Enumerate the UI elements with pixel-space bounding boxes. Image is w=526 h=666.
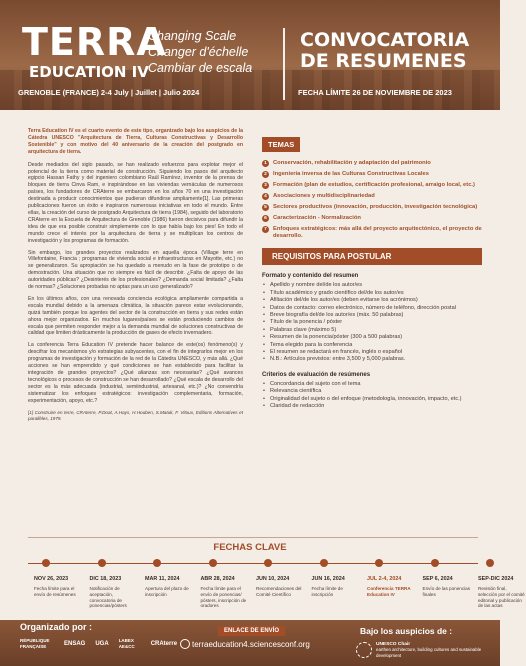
timeline-date: JUL 2-4, 2024 <box>367 576 402 582</box>
list-item: • Título académico y grado científico del/de los autor/es <box>262 290 482 297</box>
list-item: • Breve biografía del/de los autor/es (máx. 50 palabras) <box>262 312 482 319</box>
footnote: [1] Construire en terre, CRAterre, P.Doat, A.Hays, H.Houben, S.Matuk, F. Vitoux, Editions Alternatives et parallèles, 1979. <box>28 409 243 421</box>
criterios-title: Criterios de evaluación de resúmenes <box>262 371 371 378</box>
list-item: • Tema elegido para la conferencia <box>262 342 482 349</box>
list-item: • Afiliación del/de los autor/es (deben evitarse los acrónimos) <box>262 297 482 304</box>
convocatoria-line-1: CONVOCATORIA <box>300 29 470 51</box>
info-strip <box>0 84 500 104</box>
timeline-description: Fecha límite para el envío de ponencias/ pósters, inscripción de oradores <box>200 586 247 609</box>
timeline-date: ABR 28, 2024 <box>200 576 235 582</box>
timeline-date: DIC 18, 2023 <box>89 576 122 582</box>
unesco-chair-text <box>376 641 486 658</box>
convocatoria-title <box>300 30 469 72</box>
timeline-description: Revisión final, selección por el comité editorial y publicación de las actas <box>478 586 525 609</box>
list-item: • El resumen se redactará en francés, inglés o español <box>262 349 482 356</box>
formato-list <box>262 282 482 363</box>
event-location: GRENOBLE (FRANCE) 2-4 July | Juillet | Julio 2024 <box>18 88 200 97</box>
auspices-label: Bajo los auspicios de : <box>360 626 453 636</box>
list-item: • Apellido y nombre del/de los autor/es <box>262 282 482 289</box>
republique-logo: RÉPUBLIQUE FRANÇAISE <box>20 637 50 649</box>
timeline-description: Envío de las ponencias finales <box>422 586 471 597</box>
number-3-icon: 3 <box>262 182 269 189</box>
timeline-description: Fecha límite para el envío de resúmenes <box>34 586 76 597</box>
organized-by-label: Organizado por : <box>20 622 92 632</box>
unesco-title: UNESCO Chair <box>376 642 411 647</box>
timeline-date: NOV 26, 2023 <box>34 576 69 582</box>
timeline-description: Apertura del plazo de inscripción <box>145 586 189 597</box>
tagline-en: Changing Scale <box>148 29 237 43</box>
timeline-marker <box>42 559 50 567</box>
unesco-desc: earthen architecture, building cultures and sustainable development <box>376 647 482 658</box>
organizer-logos <box>20 634 187 654</box>
globe-icon <box>180 639 190 649</box>
formato-title: Formato y contenido del resumen <box>262 273 359 280</box>
list-item: • Claridad de redacción <box>262 403 482 410</box>
timeline-date: JUN 16, 2024 <box>311 576 345 582</box>
ensag-logo: ENSAG <box>64 640 86 647</box>
requirements-column <box>262 134 482 411</box>
labex-logo: LABEX AE&CC <box>118 637 135 649</box>
craterre-logo: CRAterre <box>150 640 178 647</box>
list-item: • Originalidad del sujeto o del enfoque (metodología, innovación, impacto, etc.) <box>262 396 482 403</box>
body-paragraph: La conferencia Terra Education IV pretende hacer balance de este(os) fenómeno(s) y descifrar los mecanismos y/o estrategias subyacentes, con el fin de integrarlos mejor en los programas de investigación y formación de la red de la Cátedra UNESCO, y más allá. ¿Qué acciones se han emprendido y qué condiciones se han establecido para facilitar la integración de grandes proyectos? ¿Qué alianzas son necesarias? ¿Qué avances tecnológicos o procesos de construcción se han desarrollado? ¿Qué escala de desarrollo del sector es la más adecuada (industrial, semiindustrial, artesanal, etc.)? ¿No convendría sistematizar los enfoques estratégicos: investigación complementaria, formación, experimentación, apoyo, etc.? <box>28 342 243 404</box>
timeline-date: JUN 10, 2024 <box>256 576 290 582</box>
submission-link-label: ENLACE DE ENVÍO <box>218 626 285 636</box>
scale-tagline <box>148 28 252 76</box>
list-item: • Título de la ponencia / póster <box>262 319 482 326</box>
temas-badge: TEMAS <box>262 137 300 152</box>
timeline-marker <box>153 559 161 567</box>
submission-url[interactable]: terraeducation4.sciencesconf.org <box>192 640 310 649</box>
timeline-marker <box>320 559 328 567</box>
unesco-icon <box>356 642 372 658</box>
requisitos-header: REQUISITOS PARA POSTULAR <box>262 248 482 265</box>
intro-column <box>28 128 243 427</box>
timeline-date: MAR 11, 2024 <box>145 576 180 582</box>
timeline-description: Conferencia TERRA Education IV <box>367 586 411 597</box>
timeline-marker <box>209 559 217 567</box>
timeline-marker <box>264 559 272 567</box>
number-1-icon: 1 <box>262 160 269 167</box>
timeline-description: Recomendaciones del Comité Científico <box>256 586 302 597</box>
timeline-marker <box>375 559 383 567</box>
theme-item: 2 Ingeniería inversa de las Culturas Constructivas Locales <box>262 171 482 178</box>
timeline-marker <box>486 559 494 567</box>
timeline-line <box>28 563 478 564</box>
timeline-date: SEP 6, 2024 <box>422 576 453 582</box>
themes-list <box>262 160 482 240</box>
number-2-icon: 2 <box>262 171 269 178</box>
body-paragraph: En los últimos años, con una renovada conciencia ecológica ampliamente compartida a escala mundial debido a la amenaza climática, la situación parece estar evolucionando, quizá también porque los agentes del sector de la construcción en tierra y sus redes están ahora mejor organizados. En muchos lugares/países se están produciendo cambios de escala que permiten responder mejor a la demanda mundial de soluciones constructivas de calidad que limiten drásticamente la producción de gases de efecto invernadero. <box>28 295 243 337</box>
list-item: • Datos de contacto: correo electrónico, número de teléfono, dirección postal <box>262 305 482 312</box>
number-6-icon: 6 <box>262 215 269 222</box>
timeline-description: Notificación de aceptación, convocatoria de ponencias/pósters <box>89 586 127 609</box>
theme-item: 1 Conservación, rehabilitación y adaptación del patrimonio <box>262 160 482 167</box>
theme-item: 4 Asociaciones y multidisciplinariedad <box>262 193 482 200</box>
criterios-list <box>262 381 482 411</box>
intro-paragraph: Terra Education IV es el cuarto evento de este tipo, organizado bajo los auspicios de la Cátedra UNESCO "Arquitectura de Tierra, Culturas Constructivas y Desarrollo Sostenible" y con motivo del 40 aniversario de la creación del postgrado en arquitectura de tierra. <box>28 128 243 155</box>
number-4-icon: 4 <box>262 193 269 200</box>
list-item: • Palabras clave (máximo 5) <box>262 327 482 334</box>
list-item: • N.B.: Artículos previstos: entre 3,500 y 5,000 palabras. <box>262 356 482 363</box>
tagline-es: Cambiar de escala <box>148 61 253 75</box>
theme-item: 5 Sectores productivos (innovación, producción, investigación tecnológica) <box>262 204 482 211</box>
header-banner <box>0 0 500 110</box>
body-paragraph: Desde mediados del siglo pasado, se han realizado esfuerzos para explotar mejor el potencial de la tierra como material de construcción. Siguiendo los pasos del arquitecto egipcio Hassan Fathy y del ingeniero colombiano Raúl Ramírez, inventor de la prensa de bloques de tierra Cinva Ram, e inspirándose en las viviendas vernáculas de numerosos países, los fundadores de CRAterre se embarcaron en los años 70 en una investigación destinada a producir conocimientos que pudieran difundirse ampliamente[1]. Las primeras publicaciones fueron un éxito e inspiraron numerosas iniciativas en todo el mundo. Entre ellas, la creación del curso de postgrado Arquitectura de tierra (1984), seguido del laboratorio CRAterre en la Escuela de Arquitectura de Grenoble (1986) fueron decisivos para difundir la idea de que era posible construir simplemente con lo que había bajo los pies! En todo el mundo crece el interés por la arquitectura de tierra y se multiplican los centros de investigación y los programas de formación. <box>28 161 243 244</box>
event-subtitle: EDUCATION IV <box>29 63 149 81</box>
timeline-marker <box>431 559 439 567</box>
convocatoria-line-2: DE RESUMENES <box>300 50 467 72</box>
list-item: • Relevancia científica <box>262 388 482 395</box>
timeline-date: SEP-DIC 2024 <box>478 576 514 582</box>
list-item: • Resumen de la ponencia/póster (300 a 500 palabras) <box>262 334 482 341</box>
event-title: TERRA <box>22 20 167 64</box>
section-divider <box>28 537 478 538</box>
theme-item: 7 Enfoques estratégicos: más allá del proyecto arquitectónico, el proyecto de desarrollo. <box>262 226 482 240</box>
number-5-icon: 5 <box>262 204 269 211</box>
theme-item: 6 Caracterización - Normalización <box>262 215 482 222</box>
fechas-title: FECHAS CLAVE <box>213 542 287 553</box>
theme-item: 3 Formación (plan de estudios, certificación profesional, arraigo local, etc.) <box>262 182 482 189</box>
timeline-marker <box>98 559 106 567</box>
body-paragraph: Sin embargo, los grandes proyectos realizados en aquella época (Village terre en Villefontaine, Francia ; programas de vivienda social e infraestructuras en Mayotte, etc.) no se generalizaron. Su apropiación se ha quedado a menudo en la fase de prototipo o de demostración. Una situación que no siempre es fácil de describir. ¿Falta de apoyo de las autoridades públicas? ¿Desinterés de los profesionales? ¿Demanda social limitada? ¿Falta de normas? ¿Soluciones probadas no aptas para un uso generalizado? <box>28 249 243 291</box>
tagline-fr: Changer d'échelle <box>148 45 249 59</box>
timeline-description: Fecha límite de inscripción <box>311 586 343 597</box>
uga-logo: UGA <box>95 640 109 647</box>
deadline-text: FECHA LÍMITE 26 DE NOVIEMBRE DE 2023 <box>298 88 452 97</box>
number-7-icon: 7 <box>262 226 269 233</box>
list-item: • Concordancia del sujeto con el tema <box>262 381 482 388</box>
